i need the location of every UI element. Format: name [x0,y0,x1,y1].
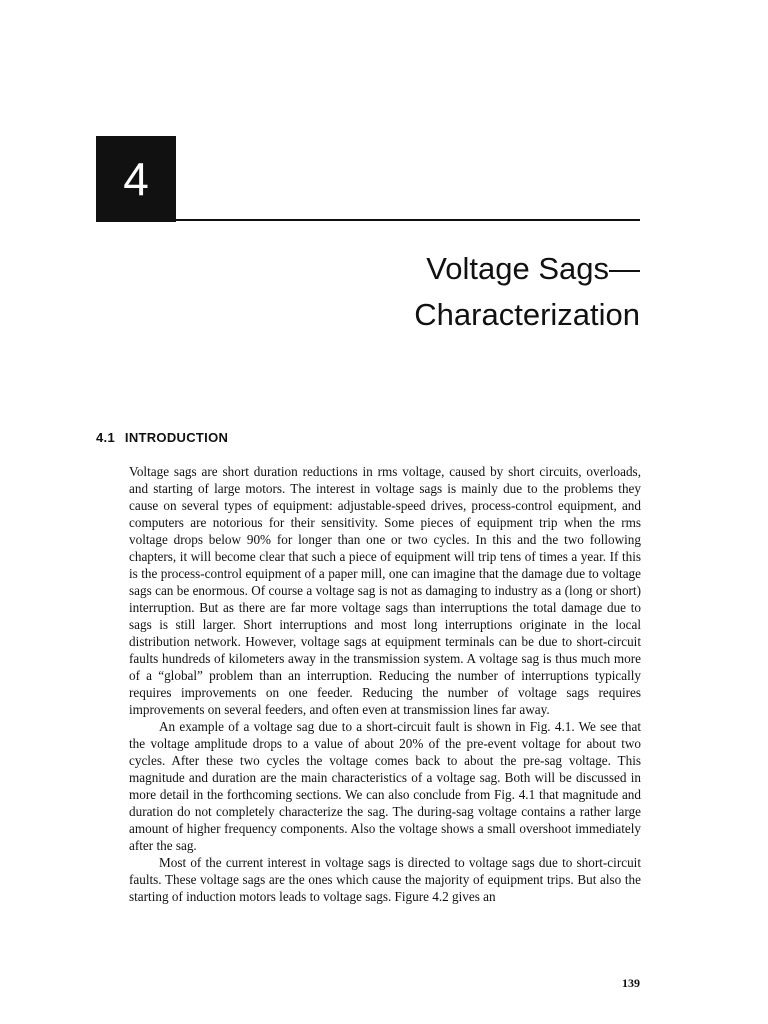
paragraph: Most of the current interest in voltage sags is directed to voltage sags due to short-circuit faults. These voltage sags are the ones which cause the majority of equipment trips. But also the starting of induction motors leads to voltage sags. Figure 4.2 gives an [129,855,641,904]
section-heading [96,430,228,445]
section-number: 4.1 [96,430,115,445]
page-number: 139 [622,976,640,990]
chapter-rule [176,219,640,221]
chapter-title-line2: Characterization [414,297,640,332]
paragraph: Voltage sags are short duration reductions in rms voltage, caused by short circuits, overloads, and starting of large motors. The interest in voltage sags is mainly due to the problems they cause on several types of equipment: adjustable-speed drives, process-control equipment, and computers are notorious for their sensitivity. Some pieces of equipment trip when the rms voltage drops below 90% for longer than one or two cycles. In this and the two following chapters, it will become clear that such a piece of equipment will trip tens of times a year. If this is the process-control equipment of a paper mill, one can imagine that the damage due to voltage sags can be enormous. Of course a voltage sag is not as damaging to industry as a (long or short) interruption. But as there are far more voltage sags than interruptions the total damage due to sags is still larger. Short interruptions and most long interruptions originate in the local distribution network. However, voltage sags at equipment terminals can be due to short-circuit faults hundreds of kilometers away in the transmission system. A voltage sag is thus much more of a “global” problem than an interruption. Reducing the number of interruptions typically requires improvements on one feeder. Reducing the number of voltage sags requires improvements on several feeders, and often even at transmission lines far away. [129,464,641,717]
section-title: INTRODUCTION [124,430,229,445]
chapter-title-line1: Voltage Sags— [426,251,640,286]
chapter-title [360,246,640,338]
paragraph: An example of a voltage sag due to a short-circuit fault is shown in Fig. 4.1. We see that the voltage amplitude drops to a value of about 20% of the pre-event voltage for about two cycles. After these two cycles the voltage comes back to about the pre-sag voltage. This magnitude and duration are the main characteristics of a voltage sag. Both will be discussed in more detail in the forthcoming sections. We can also conclude from Fig. 4.1 that magnitude and duration do not completely characterize the sag. The during-sag voltage contains a rather large amount of higher frequency components. Also the voltage shows a small overshoot immediately after the sag. [129,719,641,853]
body-text [129,463,641,905]
chapter-number: 4 [123,153,149,205]
chapter-number-box [96,136,176,222]
